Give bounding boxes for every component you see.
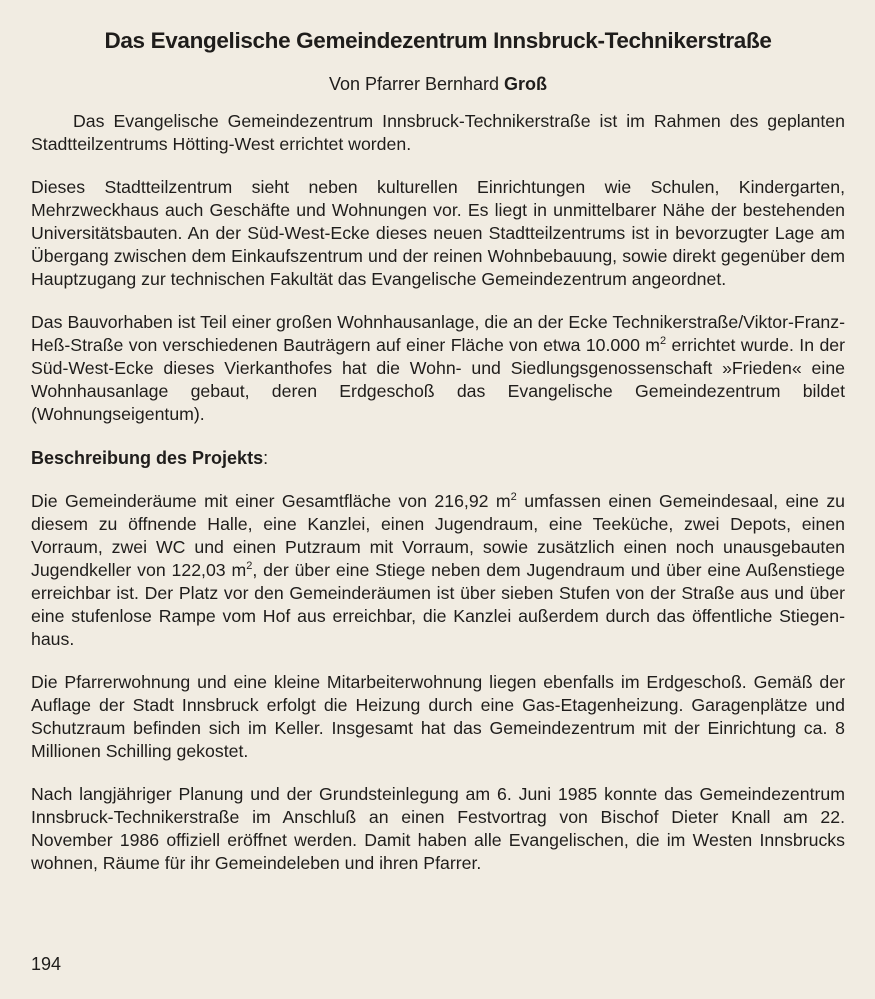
rooms-paragraph bbox=[31, 490, 845, 651]
rooms-text-part-3: , der über eine Stiege neben dem Jugendraum und über eine Außenstiege erreichbar ist. Der Platz vor den Gemeinderäumen ist über sieben Stufen von der Straße aus und über eine stufenlose Rampe vom Hof aus erreichbar, die Kanzlei außerdem durch das öffentliche Stiegenhaus. bbox=[31, 560, 845, 649]
location-paragraph: Dieses Stadtteilzentrum sieht neben kulturellen Einrichtungen wie Schulen, Kindergarten, Mehrzweckhaus auch Geschäfte und Wohnungen vor. Es liegt in unmittelbarer Nähe der bestehenden Universitätsbauten. An der Süd-West-Ecke dieses neuen Stadtteilzentrums ist in bevorzugter Lage am Übergang zwischen dem Einkaufszentrum und der reinen Wohnbebauung, sowie direkt gegenüber dem Hauptzugang zur technischen Fakultät das Evangelische Gemeindezentrum angeordnet. bbox=[31, 177, 845, 289]
rooms-text-part-1: Die Gemeinderäume mit einer Gesamtfläche von 216,92 m bbox=[31, 491, 511, 511]
apartment-paragraph: Die Pfarrerwohnung und eine kleine Mitarbeiterwohnung liegen ebenfalls im Erdgeschoß. Gemäß der Auflage der Stadt Innsbruck erfolgt die Heizung durch eine Gas-Etagenheizung. Garagenplätze und Schutzraum befinden sich im Keller. Insgesamt hat das Gemeindezentrum mit der Einrichtung ca. 8 Millionen Schilling gekostet. bbox=[31, 672, 845, 761]
construction-text-before-area: Das Bauvorhaben ist Teil einer großen Wohnhausanlage, die an der Ecke Technikerstraße/Viktor-Franz-Heß-Straße von verschiedenen Bauträgern auf einer Fläche von etwa 10.000 m bbox=[31, 312, 845, 355]
article-title: Das Evangelische Gemeindezentrum Innsbruck-Technikerstraße bbox=[104, 28, 772, 53]
intro-paragraph: Das Evangelische Gemeindezentrum Innsbruck-Technikerstraße ist im Rahmen des geplanten Stadtteilzentrums Hötting-West errichtet worden. bbox=[31, 111, 845, 154]
rooms-area-exponent-1: 2 bbox=[510, 491, 517, 504]
rooms-area-exponent-2: 2 bbox=[246, 560, 253, 573]
construction-paragraph bbox=[31, 311, 845, 426]
rooms-text-part-2: umfassen einen Gemeindesaal, eine zu diesem zu öffnende Halle, eine Kanzlei, einen Jugendraum, eine Teeküche, zwei Depots, einen Vorraum, zwei WC und einen Putzraum mit Vorraum, sowie zusätzlich einen noch unausgebauten Jugendkeller von 122,03 m bbox=[31, 491, 845, 580]
opening-paragraph: Nach langjähriger Planung und der Grundsteinlegung am 6. Juni 1985 konnte das Gemeindezentrum Innsbruck-Technikerstraße im Anschluß an einen Festvortrag von Bischof Dieter Knall am 22. November 1986 offiziell eröffnet werden. Damit haben alle Evangelischen, die im Westen Innsbrucks wohnen, Räume für ihr Gemeindeleben und ihren Pfarrer. bbox=[31, 784, 845, 873]
section-heading-text: Beschreibung des Projekts bbox=[31, 448, 264, 468]
section-heading-colon: : bbox=[263, 448, 269, 468]
author-byline bbox=[31, 72, 845, 96]
page-number: 194 bbox=[31, 954, 62, 974]
byline-prefix: Von Pfarrer Bernhard bbox=[328, 74, 505, 94]
construction-text-after-area: errichtet wurde. In der Süd-West-Ecke dieses Vierkanthofes hat die Wohn- und Siedlungsgenossenschaft »Frieden« eine Wohnhausanlage gebaut, deren Erdgeschoß das Evangelische Gemeindezentrum bildet (Wohnungseigentum). bbox=[31, 335, 846, 424]
author-surname: Groß bbox=[504, 74, 548, 94]
project-description-heading bbox=[31, 446, 845, 470]
area-exponent: 2 bbox=[660, 335, 667, 348]
